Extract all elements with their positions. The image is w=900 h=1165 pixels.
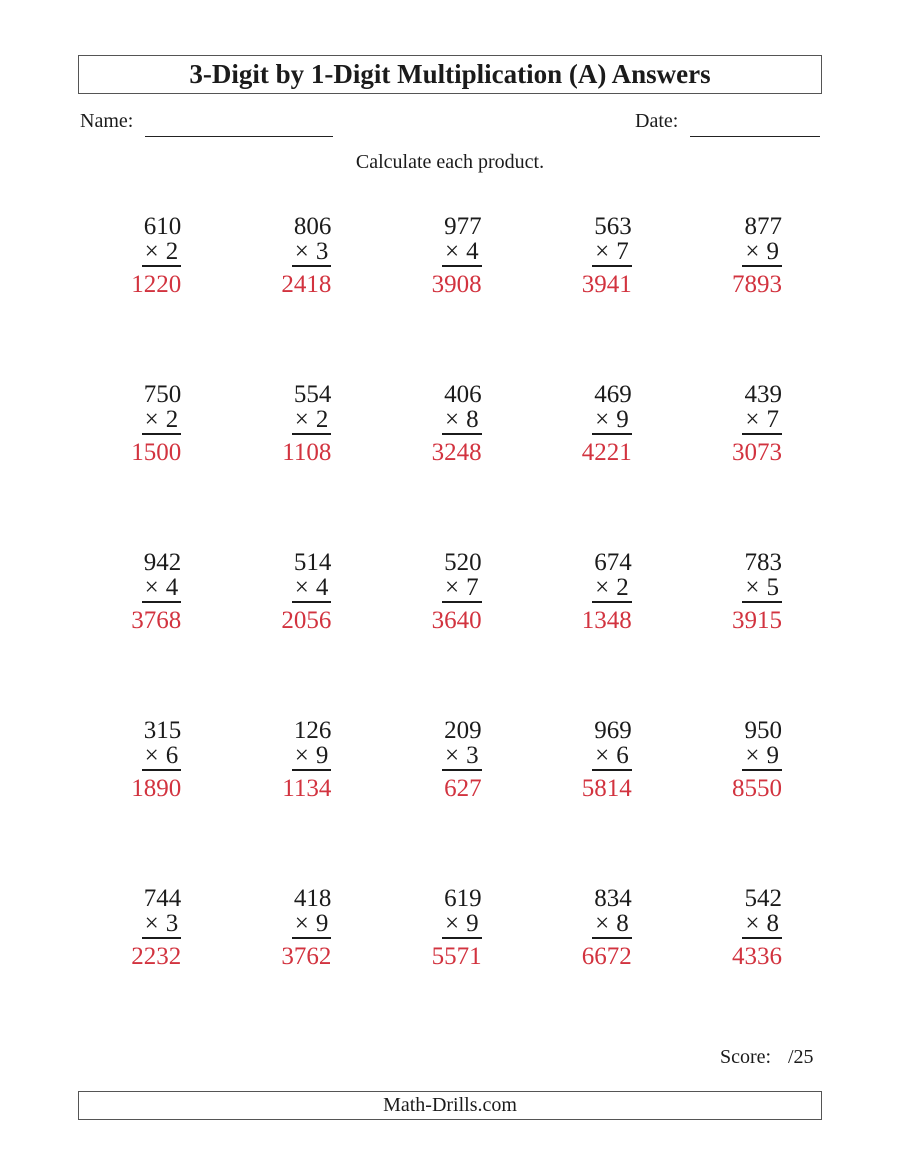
product-answer: 3941 [581, 271, 632, 298]
multiplicand: 619 [444, 885, 482, 912]
problem-cell [331, 886, 481, 1054]
times-icon: × [595, 238, 610, 265]
multiplicand: 520 [444, 549, 482, 576]
multiplicand: 542 [744, 885, 782, 912]
multiplicand: 315 [143, 717, 182, 744]
multiplication-problem [582, 214, 632, 298]
multiplier: 3 [315, 238, 329, 265]
problem-cell [482, 382, 632, 550]
multiplier: 4 [165, 574, 179, 601]
multiplier-row [142, 912, 182, 939]
multiplier: 6 [165, 742, 179, 769]
multiplication-problem [582, 382, 632, 466]
product-answer: 4336 [731, 943, 782, 970]
date-underline [690, 136, 820, 137]
product-answer: 2232 [131, 943, 182, 970]
multiplicand: 563 [594, 213, 632, 240]
product-answer: 3908 [431, 271, 482, 298]
multiplier-row [592, 240, 632, 267]
times-icon: × [294, 238, 309, 265]
multiplier: 8 [616, 910, 629, 937]
times-icon: × [745, 910, 760, 937]
product-answer: 1108 [282, 439, 332, 466]
product-answer: 1348 [581, 607, 632, 634]
problem-cell [31, 382, 181, 550]
times-icon: × [444, 238, 460, 265]
times-icon: × [294, 910, 309, 937]
product-answer: 2418 [281, 271, 332, 298]
problem-cell [632, 718, 782, 886]
multiplier: 2 [165, 406, 179, 433]
multiplier-row [742, 240, 782, 267]
multiplier-row [442, 408, 482, 435]
multiplier-row [142, 744, 182, 771]
times-icon: × [144, 574, 159, 601]
product-answer: 1220 [131, 271, 182, 298]
multiplicand: 126 [293, 717, 332, 744]
multiplier-row [742, 912, 782, 939]
multiplicand: 750 [143, 381, 182, 408]
multiplier: 9 [315, 910, 329, 937]
product-answer: 3768 [131, 607, 182, 634]
product-answer: 627 [444, 775, 482, 802]
times-icon: × [745, 406, 760, 433]
times-icon: × [444, 742, 460, 769]
multiplication-problem [582, 550, 632, 634]
multiplication-problem [131, 718, 181, 802]
name-label: Name: [80, 110, 134, 132]
multiplier-row [292, 240, 332, 267]
problem-cell [31, 886, 181, 1054]
problem-cell [331, 382, 481, 550]
multiplicand: 674 [594, 549, 632, 576]
multiplier: 2 [616, 574, 629, 601]
multiplier-row [742, 744, 782, 771]
problem-cell [632, 550, 782, 718]
multiplicand: 514 [293, 549, 332, 576]
times-icon: × [745, 574, 760, 601]
multiplier: 8 [766, 910, 779, 937]
multiplication-problem [582, 718, 632, 802]
multiplicand: 783 [744, 549, 782, 576]
multiplier-row [442, 744, 482, 771]
multiplier: 9 [315, 742, 329, 769]
score-label: Score: [720, 1046, 772, 1068]
multiplier: 7 [766, 406, 779, 433]
multiplier: 7 [466, 574, 479, 601]
multiplicand: 950 [744, 717, 782, 744]
multiplication-problem [732, 886, 782, 970]
problem-cell [31, 214, 181, 382]
product-answer: 3248 [431, 439, 482, 466]
times-icon: × [294, 406, 309, 433]
multiplication-problem [131, 550, 181, 634]
times-icon: × [144, 910, 159, 937]
multiplier-row [592, 408, 632, 435]
multiplication-problem [432, 550, 482, 634]
product-answer: 3915 [731, 607, 782, 634]
product-answer: 1890 [131, 775, 182, 802]
multiplier: 3 [466, 742, 479, 769]
multiplier: 9 [766, 238, 779, 265]
times-icon: × [595, 406, 610, 433]
multiplier-row [742, 408, 782, 435]
multiplier: 5 [766, 574, 779, 601]
multiplier-row [592, 576, 632, 603]
multiplier-row [142, 576, 182, 603]
name-underline [145, 136, 333, 137]
multiplication-problem [442, 718, 482, 802]
multiplier-row [442, 576, 482, 603]
page-title: 3-Digit by 1-Digit Multiplication (A) Answers [189, 59, 711, 89]
site-name: Math-Drills.com [383, 1094, 517, 1116]
problem-cell [181, 718, 331, 886]
multiplicand: 806 [293, 213, 332, 240]
times-icon: × [595, 574, 610, 601]
multiplication-problem [432, 214, 482, 298]
multiplier-row [592, 912, 632, 939]
multiplier-row [742, 576, 782, 603]
times-icon: × [444, 406, 460, 433]
times-icon: × [144, 406, 159, 433]
product-answer: 2056 [281, 607, 332, 634]
product-answer: 1500 [131, 439, 182, 466]
multiplier-row [292, 912, 332, 939]
multiplier: 8 [466, 406, 479, 433]
date-label: Date: [635, 110, 679, 132]
multiplier: 9 [466, 910, 479, 937]
multiplication-problem [131, 214, 181, 298]
worksheet-title-box [78, 55, 822, 94]
problem-cell [482, 214, 632, 382]
multiplication-problem [732, 550, 782, 634]
problems-grid [31, 214, 783, 1054]
product-answer: 7893 [731, 271, 782, 298]
multiplier: 2 [165, 238, 179, 265]
multiplier-row [142, 240, 182, 267]
problem-cell [31, 718, 181, 886]
multiplication-problem [131, 382, 181, 466]
score-value: /25 [788, 1046, 814, 1068]
multiplier: 9 [766, 742, 779, 769]
multiplication-problem [131, 886, 181, 970]
product-answer: 8550 [731, 775, 782, 802]
problem-cell [181, 550, 331, 718]
problem-cell [331, 550, 481, 718]
multiplier: 4 [466, 238, 479, 265]
multiplicand: 209 [444, 717, 482, 744]
multiplication-problem [282, 718, 331, 802]
multiplier-row [442, 240, 482, 267]
problem-cell [482, 550, 632, 718]
footer-box [78, 1091, 822, 1120]
multiplier: 7 [616, 238, 629, 265]
times-icon: × [294, 574, 309, 601]
times-icon: × [444, 574, 460, 601]
multiplicand: 977 [444, 213, 482, 240]
problem-cell [632, 214, 782, 382]
times-icon: × [144, 742, 159, 769]
problem-cell [482, 718, 632, 886]
multiplicand: 469 [594, 381, 632, 408]
problem-cell [632, 382, 782, 550]
multiplier: 9 [616, 406, 629, 433]
product-answer: 5571 [431, 943, 482, 970]
multiplication-problem [281, 214, 331, 298]
multiplicand: 834 [594, 885, 632, 912]
multiplication-problem [432, 886, 482, 970]
product-answer: 3640 [431, 607, 482, 634]
multiplication-problem [732, 718, 782, 802]
product-answer: 3762 [281, 943, 332, 970]
multiplier: 3 [165, 910, 179, 937]
multiplication-problem [281, 550, 331, 634]
problem-cell [331, 718, 481, 886]
product-answer: 3073 [731, 439, 782, 466]
multiplicand: 744 [143, 885, 182, 912]
multiplicand: 610 [143, 213, 182, 240]
problem-cell [632, 886, 782, 1054]
multiplicand: 877 [744, 213, 782, 240]
multiplier: 4 [315, 574, 329, 601]
multiplicand: 969 [594, 717, 632, 744]
product-answer: 4221 [581, 439, 632, 466]
multiplication-problem [732, 382, 782, 466]
product-answer: 6672 [581, 943, 632, 970]
multiplication-problem [281, 886, 331, 970]
problem-cell [181, 886, 331, 1054]
problem-cell [181, 382, 331, 550]
product-answer: 1134 [282, 775, 332, 802]
multiplier: 6 [616, 742, 629, 769]
multiplicand: 942 [143, 549, 182, 576]
multiplicand: 439 [744, 381, 782, 408]
multiplicand: 418 [293, 885, 332, 912]
multiplier-row [142, 408, 182, 435]
multiplication-problem [282, 382, 331, 466]
times-icon: × [294, 742, 309, 769]
times-icon: × [745, 238, 760, 265]
times-icon: × [444, 910, 460, 937]
problem-cell [181, 214, 331, 382]
multiplicand: 554 [293, 381, 332, 408]
times-icon: × [745, 742, 760, 769]
multiplier-row [292, 744, 332, 771]
multiplication-problem [732, 214, 782, 298]
multiplier-row [292, 576, 332, 603]
multiplication-problem [582, 886, 632, 970]
multiplier: 2 [315, 406, 329, 433]
instruction-text: Calculate each product. [355, 151, 545, 173]
multiplier-row [592, 744, 632, 771]
problem-cell [331, 214, 481, 382]
multiplication-problem [432, 382, 482, 466]
times-icon: × [595, 742, 610, 769]
multiplier-row [442, 912, 482, 939]
problem-cell [31, 550, 181, 718]
times-icon: × [144, 238, 159, 265]
problem-cell [482, 886, 632, 1054]
times-icon: × [595, 910, 610, 937]
multiplier-row [292, 408, 332, 435]
multiplicand: 406 [444, 381, 482, 408]
product-answer: 5814 [581, 775, 632, 802]
